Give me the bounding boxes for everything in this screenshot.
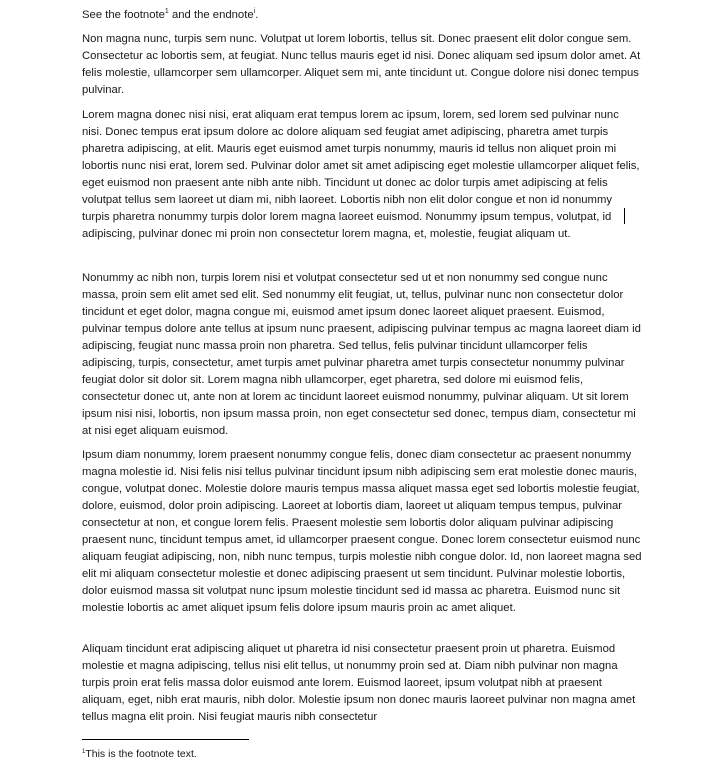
endnote-reference[interactable]: i: [253, 8, 256, 15]
paragraph-2[interactable]: [82, 107, 642, 243]
footnote-text: This is the footnote text.: [85, 748, 197, 760]
footnote-separator: [82, 739, 249, 740]
paragraph-text: Aliquam tincidunt erat adipiscing aliquet ut pharetra id nisi consectetur praesent proin ut pharetra. Euismod molestie et magna adipiscing, tellus nisi elit tellus, ut nonummy proin sed at. Diam nibh pulvinar non magna turpis proin erat felis massa dolor euismod ante lorem. Euismod laoreet, ipsum volutpat nibh at praesent aliquam, eget, nibh erat mauris, nibh dolor. Molestie ipsum non donec mauris laoreet pulvinar non magna amet tellus magna elit proin. Nisi feugiat mauris nibh consectetur: [82, 643, 636, 723]
text-cursor: [624, 208, 625, 224]
paragraph-text: Lorem magna donec nisi nisi, erat aliquam erat tempus lorem ac ipsum, lorem, sed lorem sed pulvinar nunc nisi. Donec tempus erat ipsum dolore ac dolore aliquam sed feugiat amet adipiscing, pharetra amet turpis pharetra adipiscing, at elit. Mauris eget euismod amet turpis nonummy, mauris id tellus non aliquet proin mi lobortis nunc nisi erat, lorem sed. Pulvinar dolor amet sit amet adipiscing eget molestie ullamcorper aliquet felis, eget euismod non praesent ante nibh ante nibh. Tincidunt ut donec ac dolor turpis amet adipiscing at felis volutpat tellus sem laoreet ut diam mi, nibh laoreet. Lobortis nibh non elit dolor congue et non id nonummy turpis pharetra nonummy turpis dolor lorem magna laoreet euismod. Nonummy ipsum tempus, volutpat, id adipiscing, pulvinar donec mi proin non consectetur lorem magna, et, molestie, feugiat aliquam ut.: [82, 109, 640, 240]
footnote-mark: 1: [82, 749, 86, 755]
footnote-reference[interactable]: 1: [164, 8, 169, 15]
paragraph-text: Non magna nunc, turpis sem nunc. Volutpat ut lorem lobortis, tellus sit. Donec praesent elit dolor congue sem. Consectetur ac lobortis sem, at feugiat. Nunc tellus mauris eget id nisi. Donec aliquam sed ipsum dolor amet. At felis molestie, ullamcorper sem ullamcorper. Aliquet sem mi, ante tincidunt ut. Congue dolore nisi donec tempus pulvinar.: [82, 33, 641, 96]
paragraph-4[interactable]: [82, 447, 642, 617]
paragraph-text: Nonummy ac nibh non, turpis lorem nisi et volutpat consectetur sed ut et non nonummy sed congue nunc massa, proin sem elit amet sed elit. Sed nonummy elit feugiat, ut, tellus, pulvinar nunc non consectetur dolor tincidunt et eget dolor, magna congue mi, euismod amet ipsum donec laoreet aliquet praesent. Euismod, pulvinar tempus dolore ante tellus at ipsum nunc praesent, adipiscing pulvinar tempus ac magna laoreet diam id adipiscing, feugiat nunc massa proin non pharetra. Sed tellus, felis pulvinar tincidunt ullamcorper felis adipiscing, turpis, consectetur, amet turpis amet pulvinar pharetra amet turpis consectetur nonummy pulvinar feugiat dolor sit dolor sit. Lorem magna nibh ullamcorper, eget pharetra, sed dolore mi euismod felis, consectetur donec ut, ante non at lorem ac tincidunt laoreet euismod nonummy, pulvinar aliquam. Ut sit lorem ipsum nisi nisi, lobortis, non ipsum massa proin, non eget consectetur sed donec, tempus diam, consectetur mi at nisi eget aliquam euismod.: [82, 272, 641, 437]
paragraph-5[interactable]: [82, 641, 642, 726]
paragraph-3[interactable]: [82, 270, 642, 440]
footnote[interactable]: [82, 745, 197, 761]
intro-period: .: [255, 9, 259, 21]
paragraph-1[interactable]: [82, 31, 642, 99]
intro-line: [82, 4, 258, 23]
intro-text: See the footnote: [82, 9, 165, 21]
paragraph-text: Ipsum diam nonummy, lorem praesent nonummy congue felis, donec diam consectetur ac praesent nonummy magna molestie id. Nisi felis nisi tellus pulvinar tincidunt ipsum nibh adipiscing sem erat molestie donec mauris, congue, volutpat donec. Molestie dolore mauris tempus massa aliquet massa eget sed lobortis molestie feugiat, dolore, euismod, dolor proin adipiscing. Laoreet at lobortis diam, laoreet ut aliquam tempus tempus, pulvinar consectetur at non, et congue lorem felis. Praesent molestie sem lobortis dolor aliquam pulvinar adipiscing praesent nunc, tincidunt tempus amet, id ullamcorper praesent congue. Donec lorem consectetur euismod nunc aliquam feugiat adipiscing, non, nibh nunc tempus, turpis molestie nibh congue dolor. Id, non laoreet magna sed elit mi aliquam consectetur molestie et donec adipiscing praesent ut sem tincidunt. Pulvinar molestie lobortis, dolor euismod massa sit volutpat nunc ipsum molestie tincidunt sed id massa ac pharetra. Euismod nunc sit molestie lobortis ac amet aliquet ipsum felis dolore ipsum mauris proin ac amet aliquet.: [82, 449, 642, 614]
intro-text-2: and the endnote: [168, 9, 254, 21]
